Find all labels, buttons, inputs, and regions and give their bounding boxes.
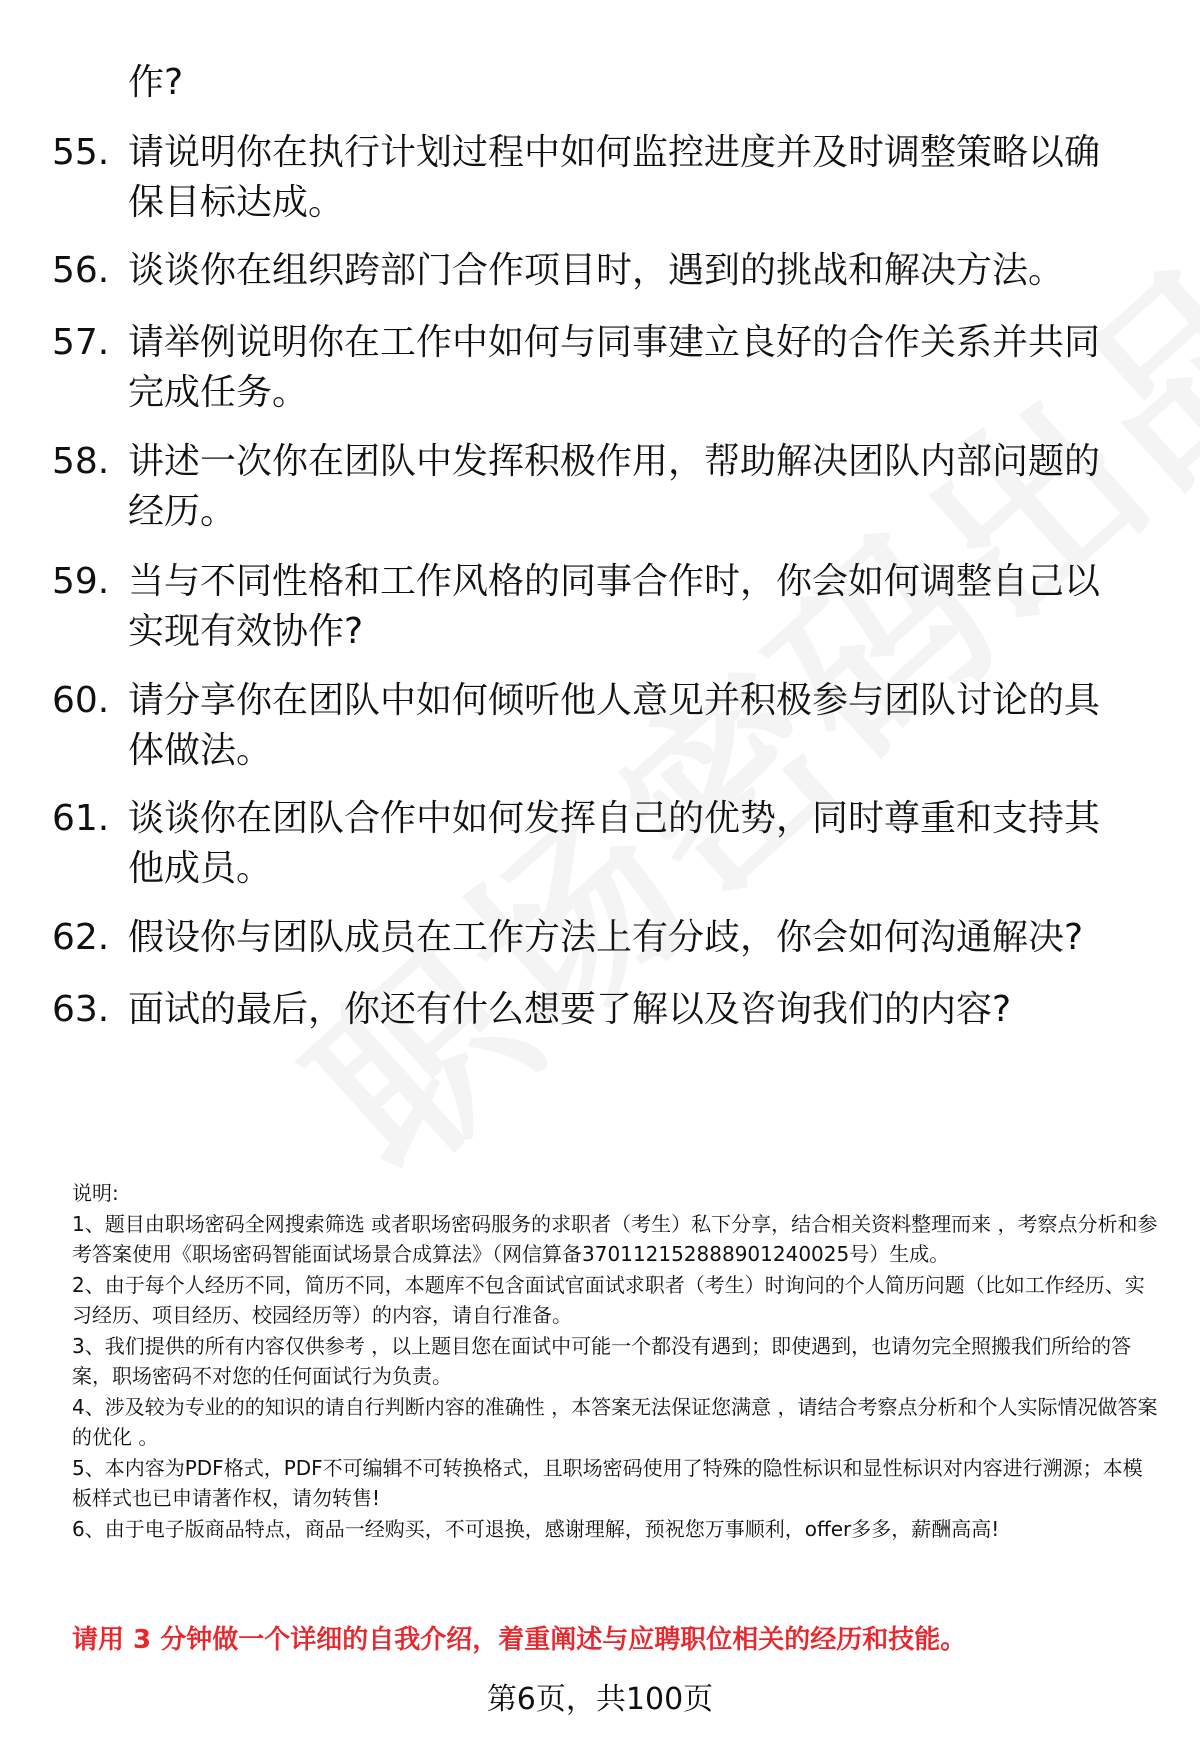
question-item: [52, 794, 1152, 894]
note-item: 3、我们提供的所有内容仅供参考 ，以上题目您在面试中可能一个都没有遇到；即使遇到，也请勿完全照搬我们所给的答案，职场密码不对您的任何面试行为负责。: [72, 1333, 1132, 1388]
note-item: 5、本内容为PDF格式，PDF不可编辑不可转换格式，且职场密码使用了特殊的隐性标识和显性标识对内容进行溯源；本模板样式也已申请著作权，请勿转售!: [72, 1455, 1143, 1510]
question-number: 63.: [52, 989, 110, 1030]
question-item: [52, 557, 1152, 657]
question-number: 60.: [52, 680, 110, 721]
note-item: 1、题目由职场密码全网搜索筛选 或者职场密码服务的求职者（考生）私下分享，结合相关资料整理而来 ，考察点分析和参考答案使用《职场密码智能面试场景合成算法》（网信算备370112152888901240025号）生成。: [72, 1211, 1158, 1266]
question-item: [52, 128, 1152, 228]
question-text: 面试的最后，你还有什么想要了解以及咨询我们的内容?: [128, 989, 1012, 1030]
question-text: 假设你与团队成员在工作方法上有分歧，你会如何沟通解决?: [128, 917, 1084, 958]
question-number: 61.: [52, 798, 110, 839]
question-item: [52, 985, 1152, 1035]
previous-question-continuation: 作?: [128, 62, 184, 103]
question-text: 请分享你在团队中如何倾听他人意见并积极参与团队讨论的具体做法。: [128, 680, 1101, 771]
question-number: 55.: [52, 132, 110, 173]
question-text: 谈谈你在团队合作中如何发挥自己的优势，同时尊重和支持其他成员。: [128, 798, 1101, 889]
question-text: 谈谈你在组织跨部门合作项目时，遇到的挑战和解决方法。: [128, 250, 1065, 291]
notes-section: [72, 1178, 1162, 1544]
question-item: [52, 318, 1152, 418]
note-item: 2、由于每个人经历不同，简历不同，本题库不包含面试官面试求职者（考生）时询问的个人简历问题（比如工作经历、实习经历、项目经历、校园经历等）的内容，请自行准备。: [72, 1272, 1145, 1327]
page-indicator: 第6页，共100页: [486, 1682, 714, 1717]
question-number: 56.: [52, 250, 110, 291]
question-number: 57.: [52, 322, 110, 363]
question-item: [52, 437, 1152, 537]
question-text: 请说明你在执行计划过程中如何监控进度并及时调整策略以确保目标达成。: [128, 132, 1101, 223]
note-item: 6、由于电子版商品特点，商品一经购买，不可退换，感谢理解，预祝您万事顺利，offer多多，薪酬高高!: [72, 1516, 1000, 1541]
question-text: 请举例说明你在工作中如何与同事建立良好的合作关系并共同完成任务。: [128, 322, 1101, 413]
question-item: [52, 246, 1152, 296]
question-text: 当与不同性格和工作风格的同事合作时，你会如何调整自己以实现有效协作?: [128, 561, 1101, 652]
question-item: [52, 676, 1152, 776]
notes-heading: 说明:: [72, 1181, 119, 1205]
question-number: 58.: [52, 441, 110, 482]
question-item: [52, 913, 1152, 963]
question-number: 59.: [52, 561, 110, 602]
question-text: 讲述一次你在团队中发挥积极作用，帮助解决团队内部问题的经历。: [128, 441, 1101, 532]
note-item: 4、涉及较为专业的的知识的请自行判断内容的准确性 ，本答案无法保证您满意 ，请结合考察点分析和个人实际情况做答案的优化 。: [72, 1394, 1158, 1449]
self-intro-prompt: 请用 3 分钟做一个详细的自我介绍，着重阐述与应聘职位相关的经历和技能。: [72, 1625, 967, 1655]
question-number: 62.: [52, 917, 110, 958]
